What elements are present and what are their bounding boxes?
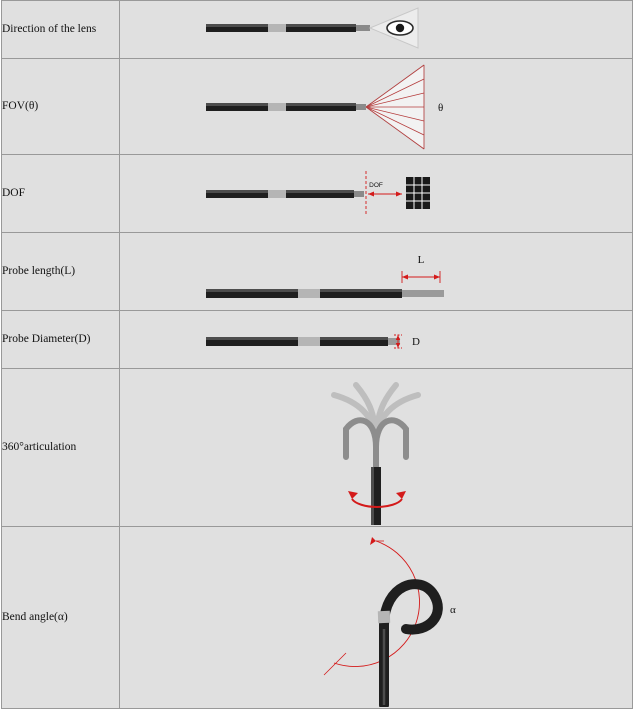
specifications-table [1, 0, 633, 709]
dof-icon [206, 157, 546, 231]
bend-angle-diagram [120, 529, 632, 707]
table-row [2, 1, 633, 59]
articulation-icon [206, 371, 546, 525]
table-row [2, 59, 633, 155]
lens-direction-diagram [120, 2, 632, 58]
probe-length-icon [206, 235, 546, 309]
figure-cell-bend-angle [120, 527, 633, 709]
table-row [2, 311, 633, 369]
table-row [2, 155, 633, 233]
table-row [2, 369, 633, 527]
articulation-diagram [120, 371, 632, 525]
target-grid [406, 177, 430, 209]
lens-direction-icon [206, 2, 546, 58]
table-row [2, 527, 633, 709]
fov-icon [206, 61, 546, 153]
probe-diameter-label: D [412, 335, 420, 348]
row-label-dof: DOF [2, 155, 120, 233]
table-row [2, 233, 633, 311]
figure-cell-probe-length [120, 233, 633, 311]
dof-label: DOF [369, 181, 383, 189]
figure-cell-direction-of-the-lens [120, 1, 633, 59]
probe-diameter-diagram [120, 313, 632, 367]
row-label-fov: FOV(θ) [2, 59, 120, 155]
probe-diameter-icon [206, 313, 546, 367]
figure-cell-articulation [120, 369, 633, 527]
figure-cell-fov [120, 59, 633, 155]
fov-angle-label: θ [438, 101, 444, 114]
row-label-direction-of-the-lens: Direction of the lens [2, 1, 120, 59]
probe-length-label: L [417, 253, 425, 266]
row-label-bend-angle: Bend angle(α) [2, 527, 120, 709]
row-label-probe-diameter: Probe Diameter(D) [2, 311, 120, 369]
dof-diagram [120, 157, 632, 231]
row-label-articulation: 360°articulation [2, 369, 120, 527]
fov-diagram [120, 61, 632, 153]
bend-angle-icon [206, 529, 546, 707]
row-label-probe-length: Probe length(L) [2, 233, 120, 311]
figure-cell-dof [120, 155, 633, 233]
bend-angle-label: α [450, 603, 456, 616]
probe-length-diagram [120, 235, 632, 309]
figure-cell-probe-diameter [120, 311, 633, 369]
